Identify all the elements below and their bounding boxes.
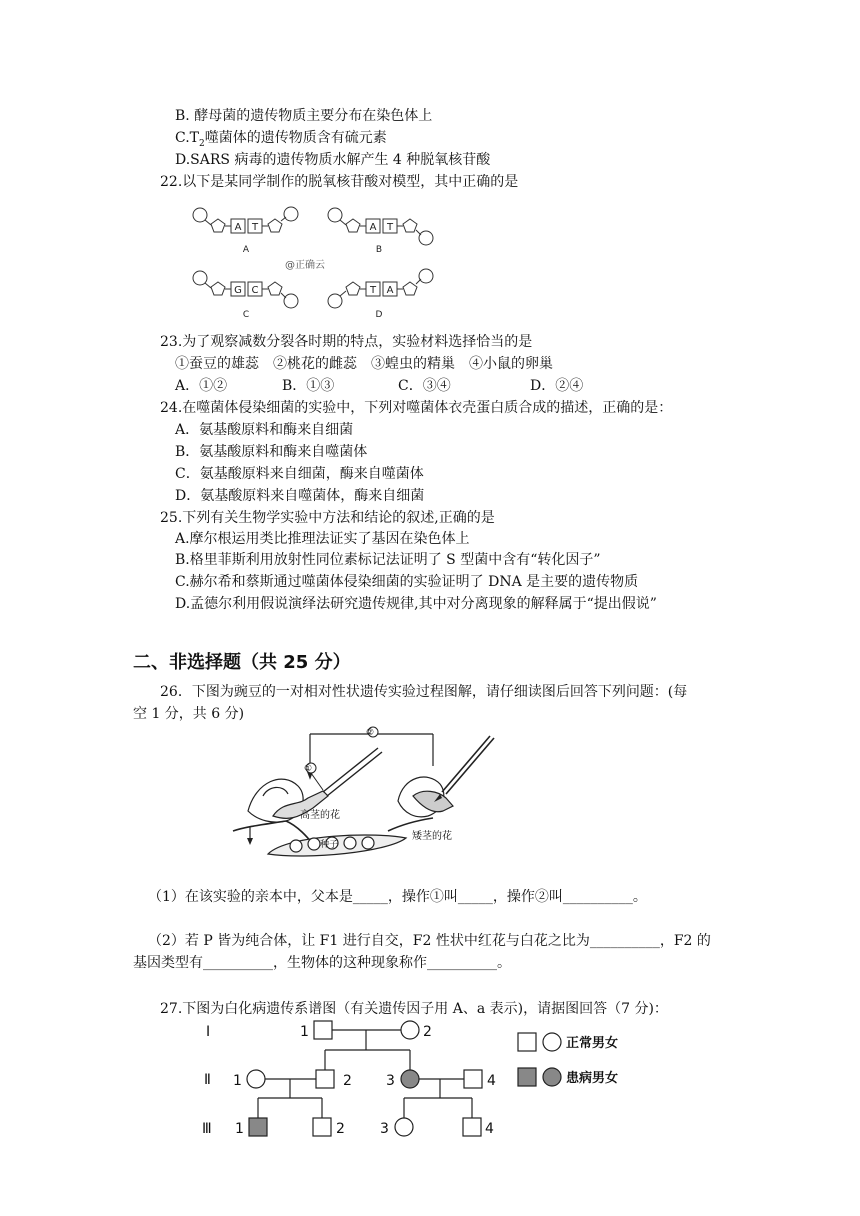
model-c-drawing <box>193 271 298 308</box>
q25-option-a: A.摩尔根运用类比推理法证实了基因在染色体上 <box>175 531 470 547</box>
legend-normal-label: 正常男女 <box>566 1036 619 1051</box>
model-a-base-2: T <box>251 222 259 233</box>
q21-option-c: $C.T_2$噬菌体的遗传物质含有硫元素 <box>175 130 387 149</box>
section-2-heading: 二、非选择题（共 25 分） <box>133 652 351 673</box>
ii-2-number: 2 <box>343 1073 352 1089</box>
q24-option-d: D．氨基酸原料来自噬菌体，酶来自细菌 <box>175 488 425 504</box>
nucleotide-models-figure <box>190 200 450 325</box>
q23-option-d: D．②④ <box>530 378 584 394</box>
q24-stem: 24.在噬菌体侵染细菌的实验中，下列对噬菌体衣壳蛋白质合成的描述，正确的是： <box>160 400 673 416</box>
q25-stem: 25.下列有关生物学实验中方法和结论的叙述,正确的是 <box>160 510 495 526</box>
model-c-base-2: C <box>251 285 259 296</box>
q23-option-b: B．①③ <box>282 378 335 394</box>
ii-3-number: 3 <box>386 1073 395 1089</box>
short-flower-label: 矮茎的花 <box>412 831 452 842</box>
q26-part-1: （1）在该实验的亲本中，父本是_____，操作①叫_____，操作②叫__________。 <box>148 889 647 905</box>
q24-option-b: B．氨基酸原料和酶来自噬菌体 <box>175 444 368 460</box>
operation-1-mark: ① <box>303 764 313 774</box>
watermark-text: @正确云 <box>285 260 325 271</box>
q22-stem: 22.以下是某同学制作的脱氧核苷酸对模型，其中正确的是 <box>160 174 519 190</box>
q27-stem: 27.下图为白化病遗传系谱图（有关遗传因子用 A、a 表示)，请据图回答（7 分)： <box>160 1001 668 1017</box>
q21-option-b: B. 酵母菌的遗传物质主要分布在染色体上 <box>175 108 433 124</box>
model-c-label: C <box>242 310 250 320</box>
generation-2-label: Ⅱ <box>204 1072 211 1088</box>
q25-option-d: D.孟德尔利用假说演绎法研究遗传规律,其中对分离现象的解释属于“提出假说” <box>175 596 657 612</box>
q23-option-a: A．①② <box>175 378 228 394</box>
tall-flower-label: 高茎的花 <box>300 810 340 821</box>
q21-option-d: D.SARS 病毒的遗传物质水解产生 4 种脱氧核苷酸 <box>175 152 491 168</box>
pea-cross-figure <box>228 726 503 861</box>
model-a-label: A <box>242 245 250 255</box>
legend-ill-label: 患病男女 <box>566 1071 619 1086</box>
q24-option-a: A．氨基酸原料和酶来自细菌 <box>175 422 354 438</box>
iii-4-number: 4 <box>485 1121 494 1137</box>
ii-1-number: 1 <box>233 1073 242 1089</box>
q26-stem-line-2: 空 1 分，共 6 分) <box>133 706 245 722</box>
q23-option-c: C．③④ <box>398 378 451 394</box>
q26-part-2-line-1: （2）若 P 皆为纯合体，让 F1 进行自交，F2 性状中红花与白花之比为__________，F2 的 <box>148 933 711 949</box>
operation-2-mark: ② <box>365 728 375 738</box>
model-a-drawing <box>193 207 298 233</box>
model-d-base-2: A <box>386 285 394 296</box>
model-d-drawing <box>328 269 433 308</box>
generation-1-label: Ⅰ <box>206 1024 211 1040</box>
generation-3-label: Ⅲ <box>202 1121 212 1137</box>
q23-items: ①蚕豆的雄蕊 ②桃花的雌蕊 ③蝗虫的精巢 ④小鼠的卵巢 <box>175 356 553 372</box>
q24-option-c: C．氨基酸原料来自细菌，酶来自噬菌体 <box>175 466 424 482</box>
q25-option-c: C.赫尔希和蔡斯通过噬菌体侵染细菌的实验证明了 DNA 是主要的遗传物质 <box>175 574 639 590</box>
i-2-number: 2 <box>423 1024 432 1040</box>
seed-label: 种子 <box>320 840 339 850</box>
q26-part-2-line-2: 基因类型有__________，生物体的这种现象称作__________。 <box>133 955 511 971</box>
model-b-base-2: T <box>386 222 394 233</box>
iii-2-number: 2 <box>336 1121 345 1137</box>
model-b-base-1: A <box>369 222 377 233</box>
i-1-number: 1 <box>300 1024 309 1040</box>
pedigree-chart <box>200 1018 660 1148</box>
iii-1-number: 1 <box>235 1121 244 1137</box>
q26-stem-line-1: 26．下图为豌豆的一对相对性状遗传实验过程图解，请仔细读图后回答下列问题：(每 <box>160 684 688 700</box>
model-d-label: D <box>375 310 383 320</box>
model-b-drawing <box>328 208 433 245</box>
ii-4-number: 4 <box>487 1073 496 1089</box>
iii-3-number: 3 <box>380 1121 389 1137</box>
q25-option-b: B.格里菲斯利用放射性同位素标记法证明了 S 型菌中含有“转化因子” <box>175 552 601 568</box>
q23-stem: 23.为了观察减数分裂各时期的特点，实验材料选择恰当的是 <box>160 334 533 350</box>
model-b-label: B <box>375 245 383 255</box>
short-flower-drawing <box>388 777 453 831</box>
model-d-base-1: T <box>369 285 377 296</box>
model-c-base-1: G <box>234 285 242 296</box>
model-a-base-1: A <box>234 222 242 233</box>
